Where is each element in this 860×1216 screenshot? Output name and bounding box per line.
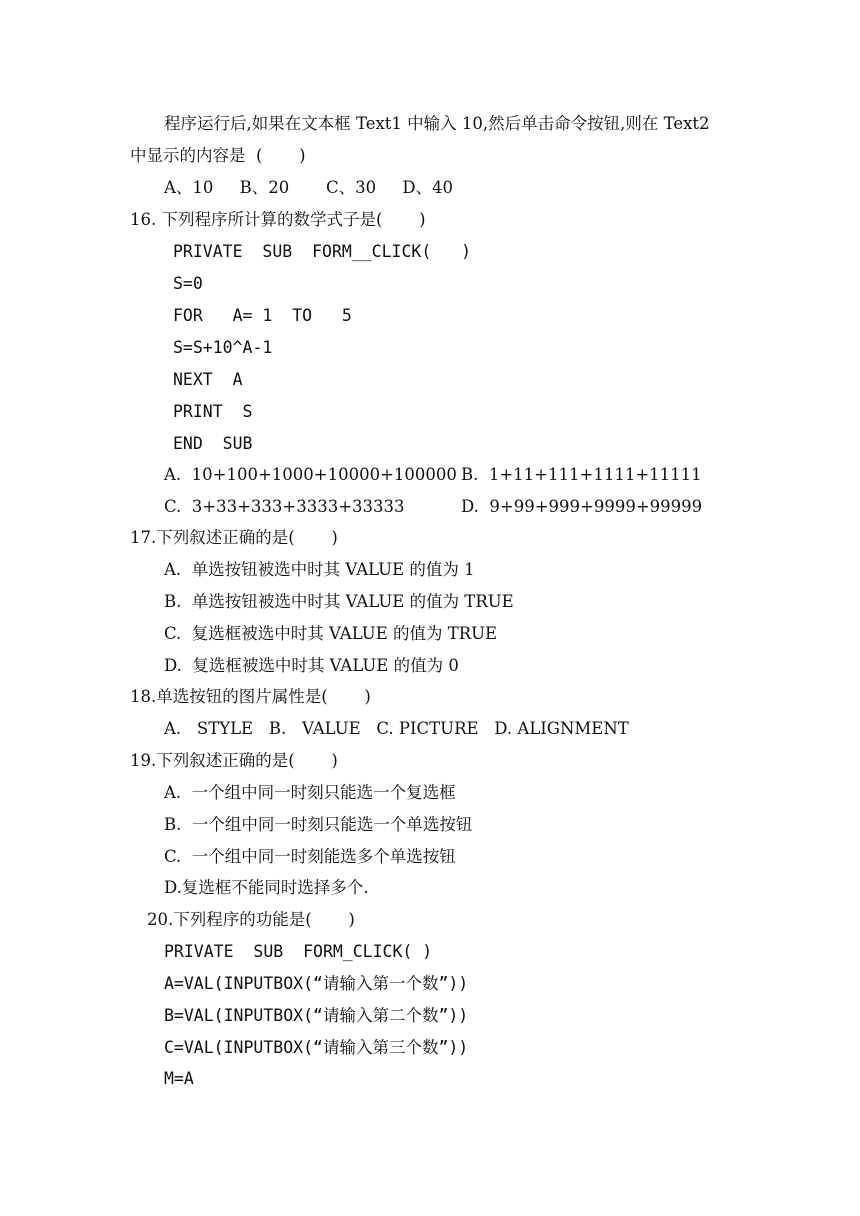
q16-code-line: S=0 xyxy=(173,274,203,293)
q20-code-line: PRIVATE SUB FORM_CLICK( ) xyxy=(164,942,433,961)
q20-code-line: A=VAL(INPUTBOX(“请输入第一个数”)) xyxy=(164,974,469,993)
q20-code-line: B=VAL(INPUTBOX(“请输入第二个数”)) xyxy=(164,1006,469,1025)
q16-code-line: PRINT S xyxy=(173,402,253,421)
q20-code-line: C=VAL(INPUTBOX(“请输入第三个数”)) xyxy=(164,1038,469,1057)
q18-options: A. STYLE B. VALUE C. PICTURE D. ALIGNMENT xyxy=(164,719,629,738)
q20-code-line: M=A xyxy=(164,1069,194,1088)
q17-option-d: D. 复选框被选中时其 VALUE 的值为 0 xyxy=(164,656,459,675)
q16-question: 16. 下列程序所计算的数学式子是( ) xyxy=(130,210,426,229)
q16-option-c: C. 3+33+333+3333+33333 xyxy=(164,497,405,516)
q16-code-line: END SUB xyxy=(173,434,253,453)
q17-option-a: A. 单选按钮被选中时其 VALUE 的值为 1 xyxy=(164,560,475,579)
q19-option-d: D.复选框不能同时选择多个. xyxy=(164,878,369,897)
q16-option-b: B. 1+11+111+1111+11111 xyxy=(461,465,702,484)
q16-option-d: D. 9+99+999+9999+99999 xyxy=(461,497,703,516)
q15-options: A、10 B、20 C、30 D、40 xyxy=(164,178,454,197)
q16-code-line: FOR A= 1 TO 5 xyxy=(173,306,352,325)
q15-intro-line-1: 程序运行后,如果在文本框 Text1 中输入 10,然后单击命令按钮,则在 Text2 xyxy=(164,114,710,133)
q17-option-b: B. 单选按钮被选中时其 VALUE 的值为 TRUE xyxy=(164,592,514,611)
q16-code-line: PRIVATE SUB FORM__CLICK( ) xyxy=(173,242,472,261)
q19-option-b: B. 一个组中同一时刻只能选一个单选按钮 xyxy=(164,815,473,834)
q16-code-line: S=S+10^A-1 xyxy=(173,338,273,357)
q18-question: 18.单选按钮的图片属性是( ) xyxy=(130,687,371,706)
q19-question: 19.下列叙述正确的是( ) xyxy=(130,751,338,770)
q17-option-c: C. 复选框被选中时其 VALUE 的值为 TRUE xyxy=(164,624,498,643)
q16-option-a: A. 10+100+1000+10000+100000 xyxy=(164,465,457,484)
q15-intro-line-2: 中显示的内容是 ( ) xyxy=(130,146,306,165)
q19-option-a: A. 一个组中同一时刻只能选一个复选框 xyxy=(164,783,456,802)
q17-question: 17.下列叙述正确的是( ) xyxy=(130,528,338,547)
q19-option-c: C. 一个组中同一时刻能选多个单选按钮 xyxy=(164,847,456,866)
q16-code-line: NEXT A xyxy=(173,370,243,389)
q20-question: 20.下列程序的功能是( ) xyxy=(147,910,355,929)
